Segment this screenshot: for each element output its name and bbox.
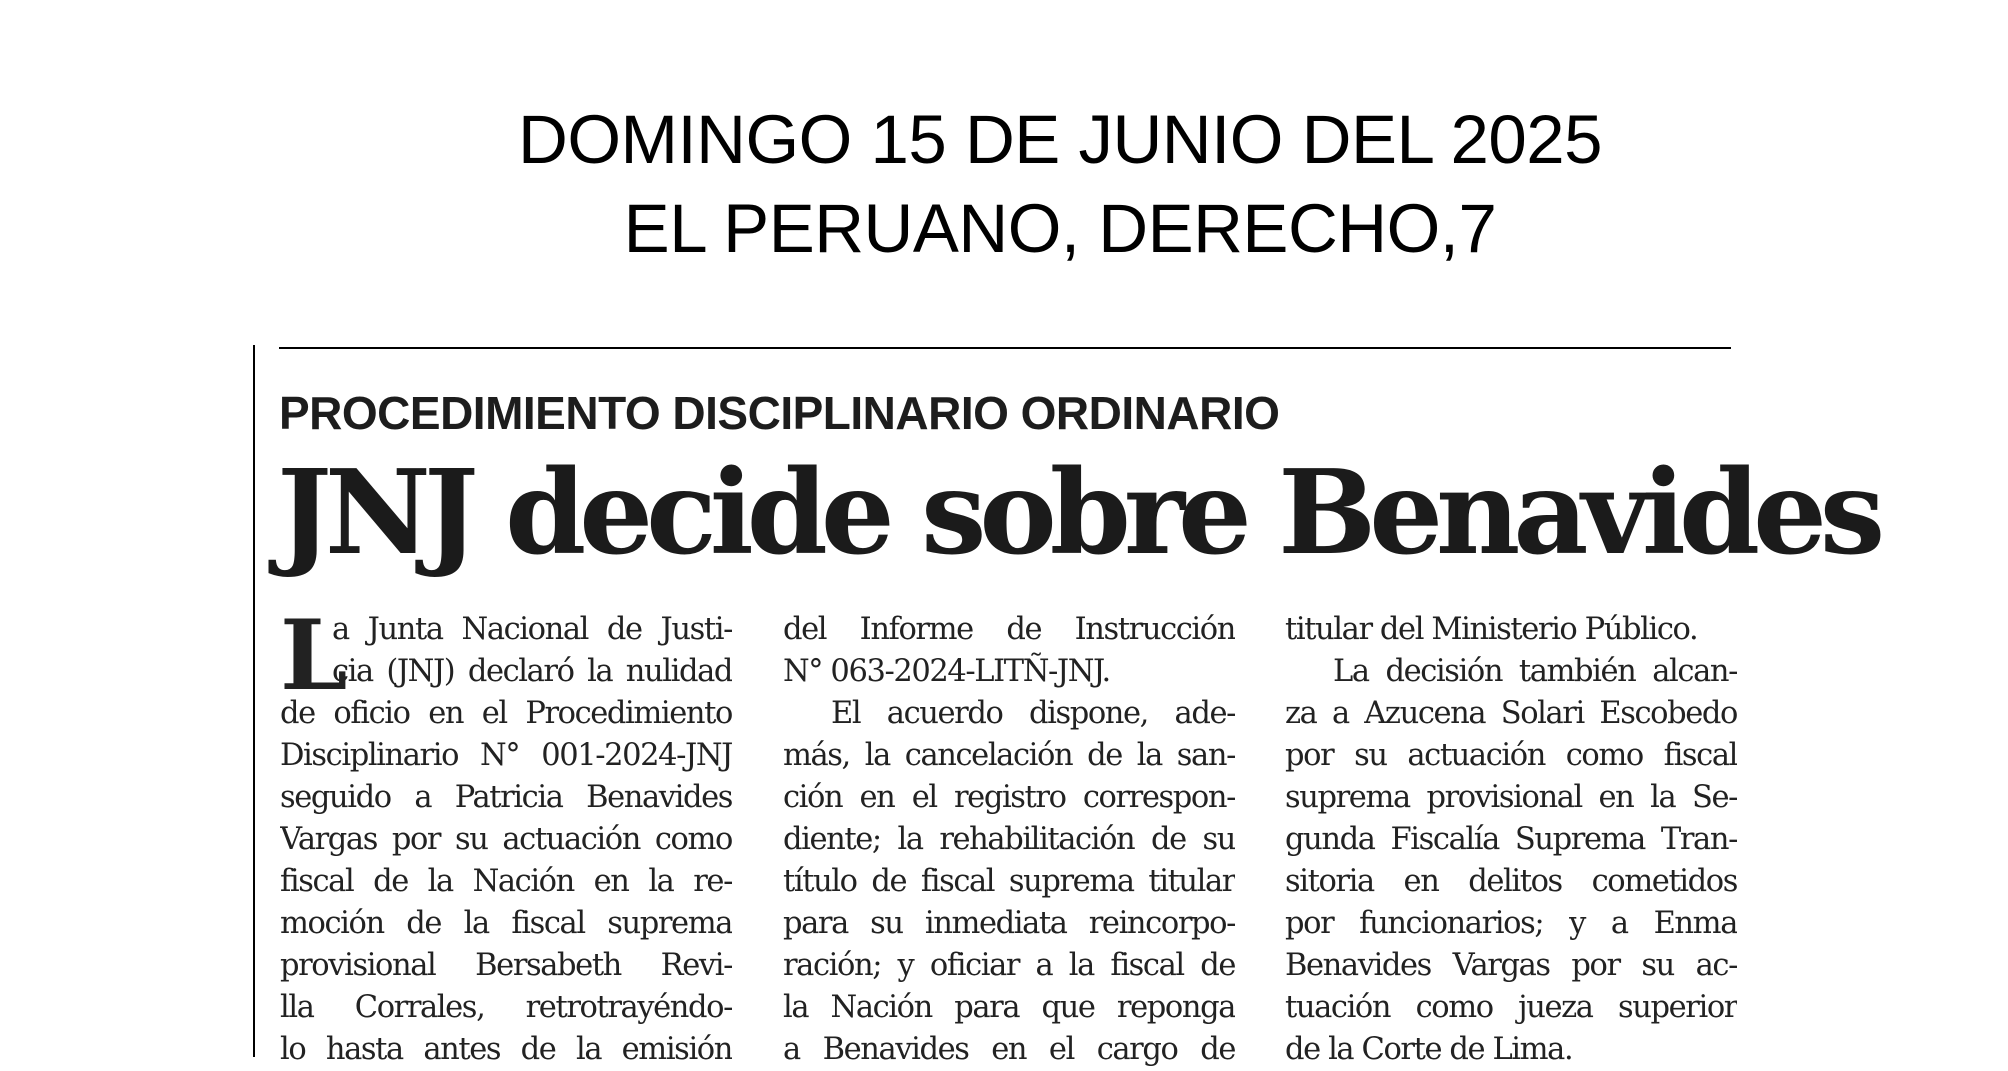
source-line: EL PERUANO, DERECHO,7 xyxy=(623,190,1497,267)
text-line: provisional Bersabeth Revi- xyxy=(280,948,732,983)
text-line: Disciplinario N° 001-2024-JNJ xyxy=(280,738,732,773)
text-line: suprema provisional en la Se- xyxy=(1285,780,1737,815)
article-column-1 xyxy=(280,599,732,1071)
text-line: de oficio en el Procedimiento xyxy=(280,696,732,731)
text-line: ción en el registro correspon- xyxy=(783,780,1235,815)
article-headline: JNJ decide sobre Benavides xyxy=(277,445,1879,581)
text-line: lo hasta antes de la emisión xyxy=(280,1032,732,1067)
text-line: gunda Fiscalía Suprema Tran- xyxy=(1285,822,1737,857)
top-rule xyxy=(279,347,1731,349)
text-line: diente; la rehabilitación de su xyxy=(783,822,1235,857)
text-line: título de fiscal suprema titular xyxy=(783,864,1235,899)
text-line: lla Corrales, retrotrayéndo- xyxy=(280,990,732,1025)
text-line: moción de la fiscal suprema xyxy=(280,906,732,941)
text-line: titular del Ministerio Público. xyxy=(1285,612,1698,647)
text-line: a Benavides en el cargo de xyxy=(783,1032,1235,1067)
text-line: cia (JNJ) declaró la nulidad xyxy=(332,654,732,689)
text-line: para su inmediata reincorpo- xyxy=(783,906,1235,941)
text-line: N° 063-2024-LITÑ-JNJ. xyxy=(783,654,1110,689)
text-line: ración; y oficiar a la fiscal de xyxy=(783,948,1235,983)
text-line: de la Corte de Lima. xyxy=(1285,1032,1573,1067)
vertical-rule xyxy=(253,345,255,1057)
text-line: El acuerdo dispone, ade- xyxy=(831,696,1235,731)
text-line: la Nación para que reponga xyxy=(783,990,1235,1025)
article-column-3 xyxy=(1285,609,1737,1071)
text-line: za a Azucena Solari Escobedo xyxy=(1285,696,1737,731)
text-line: por funcionarios; y a Enma xyxy=(1285,906,1737,941)
text-line: Benavides Vargas por su ac- xyxy=(1285,948,1737,983)
text-line: tuación como jueza superior xyxy=(1285,990,1737,1025)
article-kicker: PROCEDIMIENTO DISCIPLINARIO ORDINARIO xyxy=(279,387,1280,439)
text-line: del Informe de Instrucción xyxy=(783,612,1235,647)
drop-cap: L xyxy=(280,599,348,712)
text-line: seguido a Patricia Benavides xyxy=(280,780,732,815)
date-line: DOMINGO 15 DE JUNIO DEL 2025 xyxy=(518,101,1602,178)
text-line: más, la cancelación de la san- xyxy=(783,738,1235,773)
text-line: La decisión también alcan- xyxy=(1333,654,1737,689)
text-line: fiscal de la Nación en la re- xyxy=(280,864,732,899)
text-line: sitoria en delitos cometidos xyxy=(1285,864,1737,899)
text-line: Vargas por su actuación como xyxy=(280,822,732,857)
article-column-2 xyxy=(783,609,1235,1071)
text-line: por su actuación como fiscal xyxy=(1285,738,1737,773)
text-line: a Junta Nacional de Justi- xyxy=(332,612,732,647)
